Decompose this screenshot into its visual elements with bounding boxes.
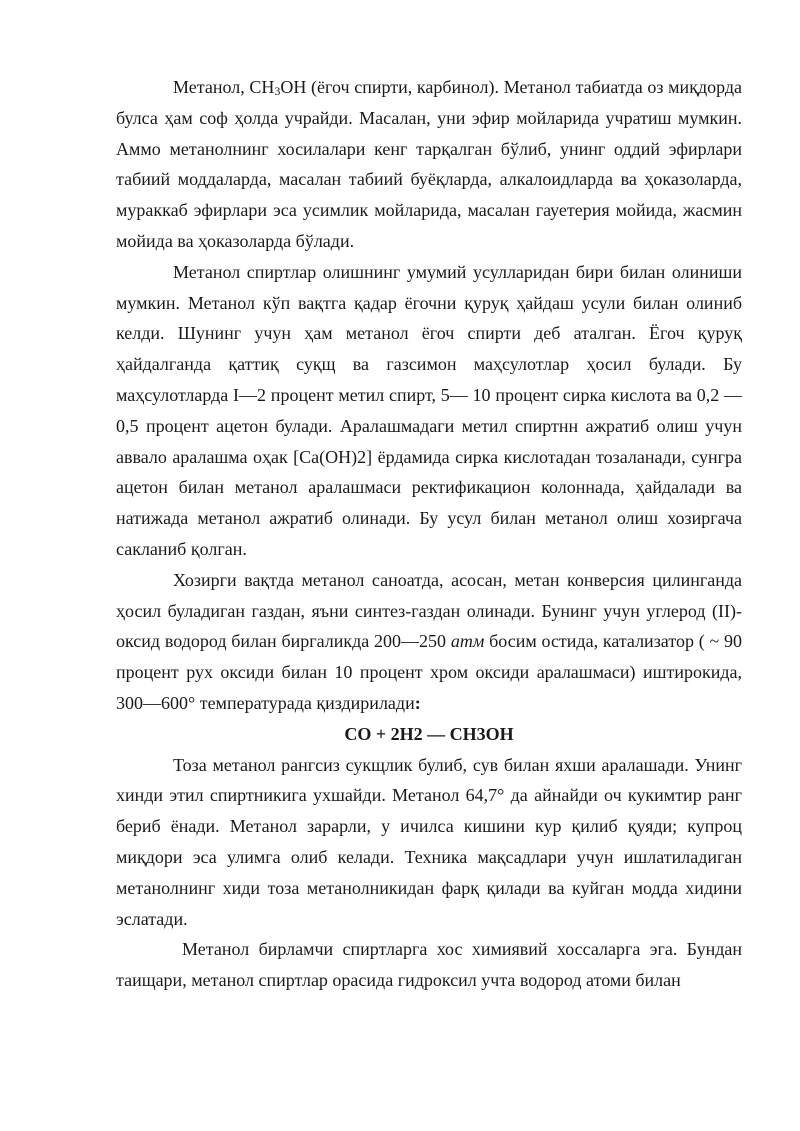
paragraph-methanol-intro bbox=[116, 72, 742, 257]
paragraph-text: OH (ёгоч спирти, карбинол). Метанол табиатда оз миқдорда булса ҳам соф ҳолда учрайди. Масалан, уни эфир мойларида учратиш мумкин. Аммо метанолнинг хосилалари кенг тарқалган бўлиб, унинг оддий эфирлари табиий моддаларда, масалан табиий буёқларда, алкалоидларда ва ҳоказоларда, мураккаб эфирлари эса усимлик мойларида, масалан гауетерия мойида, жасмин мойида ва ҳоказоларда бўлади. bbox=[116, 77, 743, 251]
paragraph-wood-distillation: Метанол спиртлар олишнинг умумий усулларидан бири билан олиниши мумкин. Метанол кўп вақтга қадар ёгочни қуруқ ҳайдаш усули билан олиниб келди. Шунинг учун ҳам метанол ёгоч спирти деб аталган. Ёгоч қуруқ ҳайдалганда қаттиқ суқщ ва газсимон маҳсулотлар ҳосил булади. Бу маҳсулотларда I—2 процент метил спирт, 5— 10 процент сирка кислота ва 0,2 —0,5 процент ацетон булади. Аралашмадаги метил спиртнн ажратиб олиш учун аввало аралашма оҳак [Ca(OH)2] ёрдамида сирка кислотадан тозаланади, сунгра ацетон билан метанол аралашмаси ректификацион колоннада, ҳайдалади ва натижада метанол ажратиб олинади. Бу усул билан метанол олиш хозиргача сакланиб қолган. bbox=[116, 261, 742, 559]
paragraph-chemical-properties: Метанол бирламчи спиртларга хос химиявий хоссаларга эга. Бундан таищари, метанол спиртлар орасида гидроксил учта водород атоми билан bbox=[116, 939, 742, 991]
paragraph-text: Метанол, CH bbox=[173, 77, 275, 97]
document-body bbox=[116, 72, 742, 996]
colon: : bbox=[414, 692, 421, 713]
paragraph-properties: Тоза метанол рангсиз сукщлик булиб, сув билан яхши аралашади. Унинг хинди этил спиртникига ухшайди. Метанол 64,7° да айнайди оч кукимтир ранг бериб ёнади. Метанол зарарли, у ичилса кишини кур қилиб қуяди; купроц миқдори эса улимга олиб келади. Техника мақсадлари учун ишлатиладиган метанолнинг хиди тоза метанолникидан фарқ қилади ва куйган модда хидини эслатади. bbox=[116, 754, 742, 929]
paragraph-synthesis-gas bbox=[116, 565, 742, 719]
subscript-3: 3 bbox=[274, 84, 281, 98]
paragraph-text: Хозирги вақтда метанол саноатда, асосан, метан конверсия цилинганда ҳосил буладиган газдан, яъни синтез-газдан олинади. Бунинг учун углерод (II)-оксид водород билан биргаликда 200—250 bbox=[116, 569, 742, 652]
reaction-formula: CO + 2H2 — CH3OH bbox=[344, 723, 514, 744]
unit-atm: атм bbox=[450, 631, 485, 652]
paragraph-text: босим остида, катализатор ( ~ 90 процент рух оксиди билан 10 процент хром оксиди аралашмаси) иштирокида, 300—600° температурада қиздирилади bbox=[116, 631, 742, 713]
